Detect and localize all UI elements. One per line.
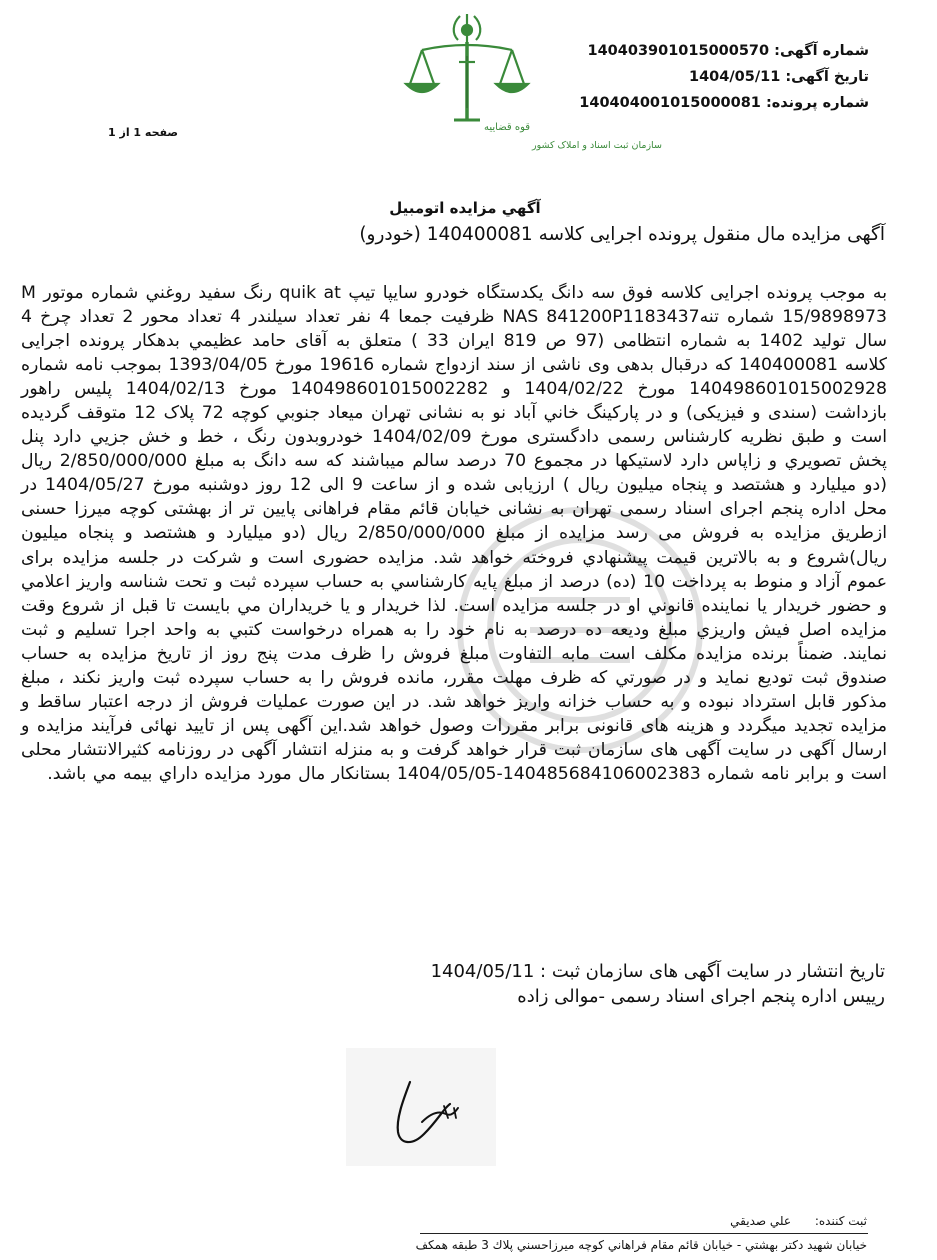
registrar-label: ثبت كننده:: [814, 1214, 867, 1228]
notice-meta: [579, 38, 869, 116]
ad-date-label: تاریخ آگهی:: [785, 69, 869, 85]
registrar-name: علي صديقي: [730, 1214, 792, 1228]
registrar: [730, 1214, 867, 1228]
notice-closing: [431, 959, 885, 1009]
signature-image: [346, 1048, 496, 1166]
ad-number-label: شماره آگهی:: [774, 43, 869, 59]
office-address: خيابان شهيد دكتر بهشتي - خيابان قائم مقام فراهاني كوچه ميرزاحسني پلاك 3 طبقه همكف: [415, 1238, 867, 1252]
scales-of-justice-icon: [392, 10, 662, 160]
judiciary-emblem: [392, 10, 662, 160]
signer-line: رييس اداره پنجم اجرای اسناد رسمی -موالی زاده: [517, 986, 885, 1007]
page-number: صفحه 1 از 1: [108, 126, 179, 139]
notice-body: [21, 281, 887, 786]
emblem-caption-2: سازمان ثبت اسناد و املاک کشور: [532, 140, 662, 151]
footer-divider: [420, 1233, 868, 1234]
ad-number-value: 140403901015000570: [587, 43, 770, 59]
publish-date-line: تاریخ انتشار در سایت آگهی های سازمان ثبت : 1404/05/11: [430, 961, 885, 982]
notice-title: آگهي مزايده اتومبيل: [389, 199, 541, 217]
notice-subtitle: آگهی مزایده مال منقول پرونده اجرایی کلاسه 140400081 (خودرو): [359, 224, 885, 245]
file-number-label: شماره پرونده:: [765, 95, 869, 111]
ad-date-value: 1404/05/11: [689, 69, 781, 85]
emblem-caption-1: قوه قضاییه: [484, 122, 531, 133]
file-number-value: 140404001015000081: [579, 95, 761, 111]
handwritten-signature-icon: [346, 1048, 496, 1166]
file-number-row: [579, 90, 869, 116]
ad-date-row: [579, 64, 869, 90]
notice-body-paragraph: به موجب پرونده اجرایی کلاسه فوق سه دانگ یکدستگاه خودرو سایپا تیپ quik at رنگ سفيد روغني شماره موتور M 15/9898973 شماره تنهNAS 841200P1183437 ظرفیت جمعا 4 نفر تعداد سیلندر 4 تعداد محور 2 تعداد چرخ 4 سال تولید 1402 به شماره انتظامی (97 ص 819 ایران 33 ) متعلق به آقای حامد عظيمي بدهکار پرونده اجرایی کلاسه 140400081 که درقبال بدهی وی ناشی از سند ازدواج شماره 19616 مورخ 1393/04/05 بموجب نامه شماره 140498601015002928 مورخ 1404/02/22 و 140498601015002282 مورخ 1404/02/13 پلیس راهور بازداشت (سندی و فیزیکی) و در پارکینگ خاني آباد نو به نشانی تهران میعاد جنوبي کوچه 72 پلاک 12 متوقف گرديده است و طبق نظريه كارشناس رسمی دادگستری مورخ 1404/02/09 خودروبدون رنگ ، خط و خش جزيي دارد پنل پخش تصويري و زاپاس دارد لاستیکها در مجموع 70 درصد سالم میباشند که سه دانگ به مبلغ 2/850/000/000 ريال (دو میلیارد و هشتصد و پنجاه میلیون ريال ) ارزیابی شده و از ساعت 9 الی 12 روز دوشنبه مورخ 1404/05/27 در محل اداره پنجم اجرای اسناد رسمی تهران به نشانی خیابان قائم مقام فراهانی پایین تر از بهشتی کوچه میرزا حسنی ازطریق مزایده به فروش می رسد مزایده از مبلغ 2/850/000/000 ريال (دو میلیارد و هشتصد و پنجاه میلیون ريال)شروع و به بالاترين قیمت پیشنهادي فروخته خواهد شد. مزایده حضوری است و شرکت در جلسه مزایده برای عموم آزاد و منوط به پرداخت 10 (ده) درصد از مبلغ پايه كارشناسي به حساب سپرده ثبت و تحت شناسه واريز اعلامي و حضور خريدار يا نماينده قانوني او در جلسه مزايده است. لذا خريدار و يا خريداران مي بايست تا قبل از شروع وقت مزايده اصل فيش واريزي مبلغ وديعه ده درصد به نام خود را به همراه درخواست كتبي به واحد اجرا تسليم و ثبت نمايند. ضمناً برنده مزايده مكلف است مابه التفاوت مبلغ فروش را ظرف مدت پنج روز از تاريخ مزايده به حساب صندوق ثبت توديع نمايد و در صورتي كه ظرف مهلت مقرر، مانده فروش را به حساب سپرده ثبت واريز نكند ، مبلغ مذكور قابل استرداد نبوده و به حساب خزانه واريز خواهد شد. در این صورت عملیات فروش از درجه اعتبار ساقط و مزایده تجدید میگردد و هزینه های قانونی برابر مقررات وصول خواهد شد.این آگهی پس از تایید نهائی فرآیند مزایده و ارسال آگهی در سایت آگهی های سازمان ثبت قرار خواهد گرفت و به منزله انتشار آگهی در روزنامه کثیرالانتشار محلی است و برابر نامه شماره 140485684106002383-1404/05/05 بستانكار مال مورد مزايده داراي بيمه مي باشد.: [21, 283, 888, 784]
ad-number-row: [579, 38, 869, 64]
